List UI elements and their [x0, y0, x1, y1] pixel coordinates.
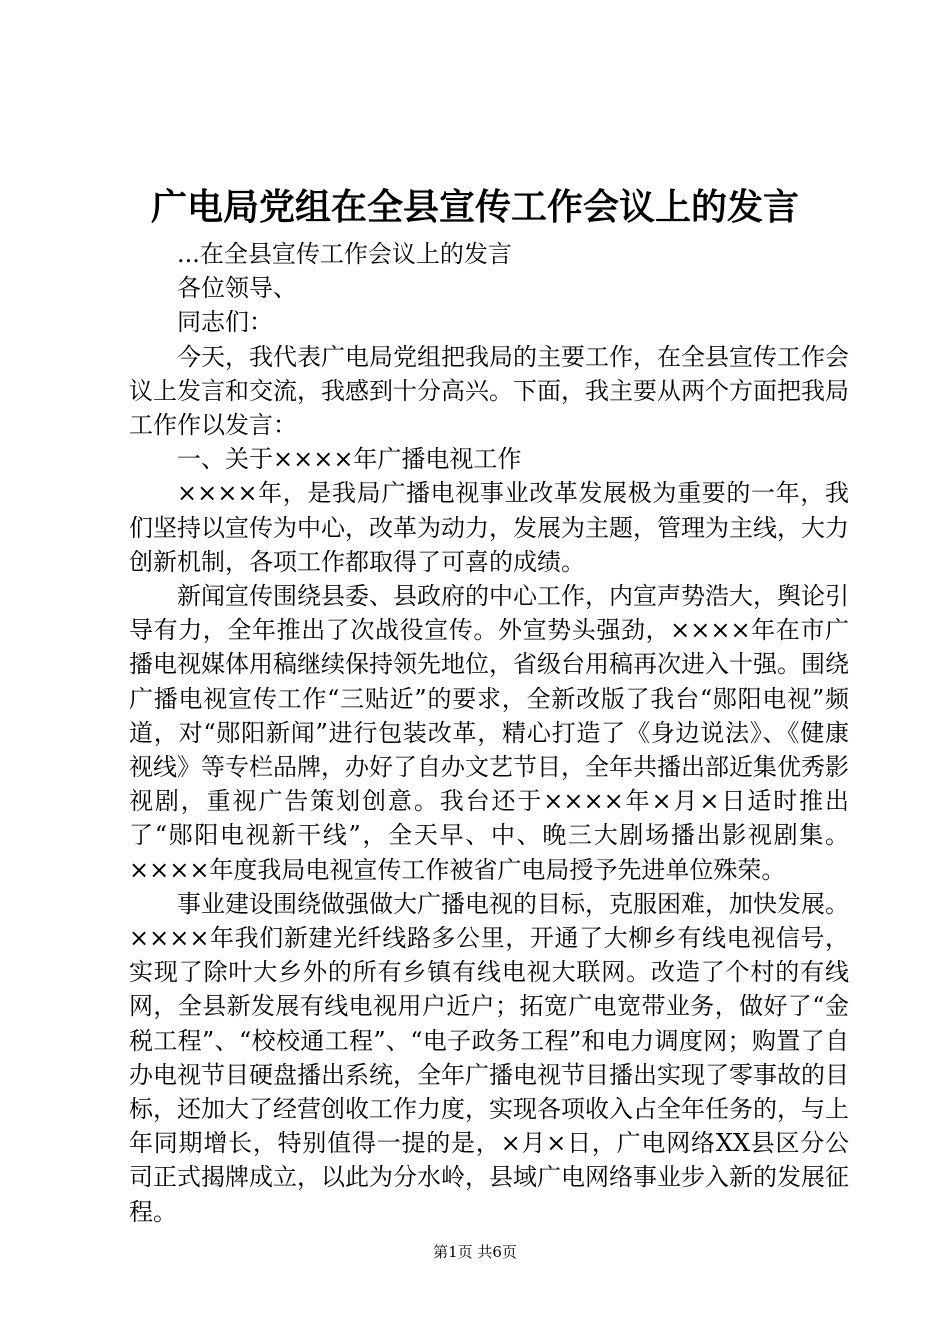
paragraph-subtitle: ...在全县宣传工作会议上的发言: [177, 240, 512, 268]
page-footer: 第1页 共6页: [433, 1243, 517, 1261]
paragraph-news-publicity: 新闻宣传围绕县委、县政府的中心工作，内宣声势浩大，舆论引导有力，全年推出了次战役宣传。外宣势头强劲，××××年在市广播电视媒体用稿继续保持领先地位，省级台用稿再次进入十强。围绕广播电视宣传工作“三贴近”的要求，全新改版了我台“郧阳电视”频道，对“郧阳新闻”进行包装改革，精心打造了《身边说法》、《健康视线》等专栏品牌，办好了自办文艺节目，全年共播出部近集优秀影视剧，重视广告策划创意。我台还于××××年×月×日适时推出了“郧阳电视新干线”，全天早、中、晚三大剧场播出影视剧集。××××年度我局电视宣传工作被省广电局授予先进单位殊荣。: [129, 582, 849, 884]
paragraph-infrastructure: 事业建设围绕做强做大广播电视的目标，克服困难，加快发展。××××年我们新建光纤线路多公里，开通了大柳乡有线电视信号，实现了除叶大乡外的所有乡镇有线电视大联网。改造了个村的有线网，全县新发展有线电视用户近户；拓宽广电宽带业务，做好了“金税工程”、“校校通工程”、“电子政务工程”和电力调度网；购置了自办电视节目硬盘播出系统，全年广播电视节目播出实现了零事故的目标，还加大了经营创收工作力度，实现各项收入占全年任务的，与上年同期增长，特别值得一提的是，×月×日，广电网络XX县区分公司正式揭牌成立，以此为分水岭，县域广电网络事业步入新的发展征程。: [129, 889, 849, 1226]
paragraph-year-overview: ××××年，是我局广播电视事业改革发展极为重要的一年，我们坚持以宣传为中心，改革为动力，发展为主题，管理为主线，大力创新机制，各项工作都取得了可喜的成绩。: [129, 479, 849, 576]
section-heading-one: 一、关于××××年广播电视工作: [177, 445, 522, 474]
paragraph-intro: 今天，我代表广电局党组把我局的主要工作，在全县宣传工作会议上发言和交流，我感到十分高兴。下面，我主要从两个方面把我局工作作以发言：: [129, 342, 849, 440]
paragraph-salutation-leaders: 各位领导、: [177, 274, 297, 303]
document-body: [129, 237, 849, 1229]
paragraph-salutation-comrades: 同志们：: [177, 308, 273, 337]
document-title: 广电局党组在全县宣传工作会议上的发言: [150, 186, 799, 228]
